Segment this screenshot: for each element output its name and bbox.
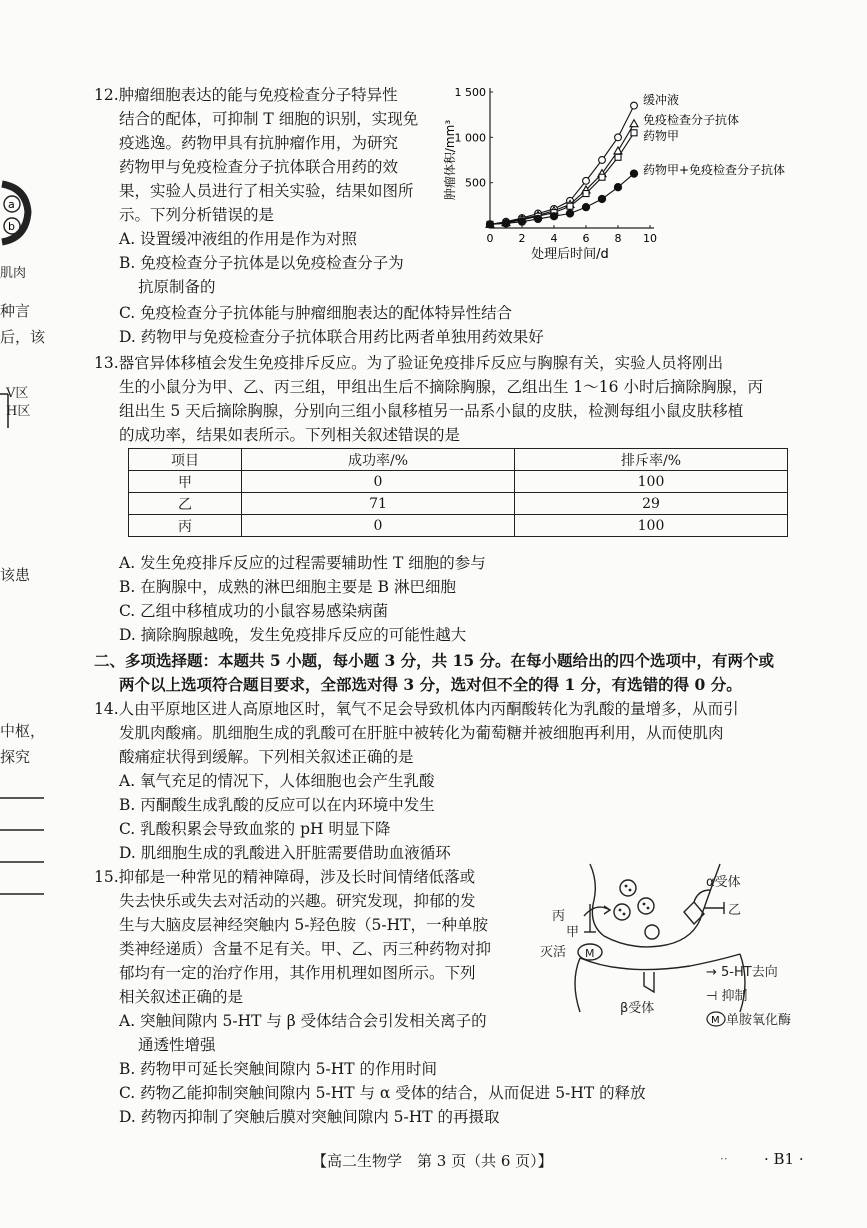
chart-legend-label-0: 缓冲液	[643, 93, 680, 107]
q14-line-1: 14.人由平原地区进人高原地区时，氧气不足会导致机体内丙酮酸转化为乳酸的量增多，从而引	[94, 700, 739, 718]
q15-option-b: B. 药物甲可延长突触间隙内 5-HT 的作用时间	[119, 1060, 438, 1078]
chart-x-axis-label: 处理后时间/d	[531, 247, 609, 262]
label-miehuo: 灭活	[540, 945, 567, 960]
table-row	[129, 493, 788, 515]
chart-x-tick-label: 8	[614, 232, 622, 245]
table-cell: 0	[242, 515, 515, 537]
table-cell: 甲	[129, 471, 242, 493]
q12-line-4: 药物甲与免疫检查分子抗体联合用药的效	[119, 158, 399, 176]
chart-point-filled-circle	[486, 221, 493, 228]
table-cell: 29	[515, 493, 788, 515]
chart-legend-label-1: 免疫检查分子抗体	[643, 113, 740, 127]
beta-receptor-icon	[644, 972, 654, 992]
page-footer: 【高二生物学 第 3 页（共 6 页）】	[312, 1152, 553, 1170]
section-2-line-2: 两个以上选项符合题目要求，全部选对得 3 分，选对但不全的得 1 分，有选错的得 0 分。	[119, 675, 742, 694]
edge-frag-4: H区	[6, 404, 31, 419]
label-bing: 丙	[552, 909, 566, 924]
q12-option-c: C. 免疫检查分子抗体能与肿瘤细胞表达的配体特异性结合	[119, 304, 513, 322]
edge-frag-5: 该患	[0, 566, 31, 584]
circle-b-label: b	[8, 220, 15, 233]
q15-line-3: 生与大脑皮层神经突触内 5-羟色胺（5-HT，一种单胺	[119, 916, 488, 934]
footer-dots: ··	[720, 1152, 728, 1166]
table-row	[129, 515, 788, 537]
q14-line-2: 发肌肉酸痛。肌细胞生成的乳酸可在肝脏中被转化为葡萄糖并被细胞再利用，从而使肌肉	[119, 724, 724, 742]
edge-table-fragment	[0, 796, 44, 896]
q15-option-a: A. 突触间隙内 5-HT 与 β 受体结合会引发相关离子的	[119, 1012, 487, 1030]
q13-option-a: A. 发生免疫排斥反应的过程需要辅助性 T 细胞的参与	[119, 554, 486, 572]
chart-series-line-3	[490, 174, 634, 225]
table-header-cell: 成功率/%	[242, 449, 515, 471]
q12-option-b-cont: 抗原制备的	[138, 278, 216, 296]
chart-point-filled-circle	[582, 204, 589, 211]
q13-line-4: 的成功率，结果如表所示。下列相关叙述错误的是	[119, 426, 461, 444]
tumor-volume-chart	[440, 80, 840, 275]
label-beta-receptor: β受体	[620, 1001, 655, 1016]
q13-line-3: 组出生 5 天后摘除胸腺，分别向三组小鼠移植另一品系小鼠的皮肤，检测每组小鼠皮肤移植	[119, 402, 744, 420]
edge-frag-3: V区	[6, 386, 29, 401]
q15-option-d: D. 药物丙抑制了突触后膜对突触间隙内 5-HT 的再摄取	[119, 1108, 500, 1126]
chart-point-filled-circle	[518, 218, 525, 225]
reuptake-arrow	[584, 907, 610, 916]
q14-option-d: D. 肌细胞生成的乳酸进入肝脏需要借助血液循环	[119, 844, 451, 862]
q13-results-table	[128, 448, 788, 537]
legend-mao-m: M	[711, 1015, 720, 1026]
q15-option-a-cont: 通透性增强	[138, 1036, 216, 1054]
q13-option-b: B. 在胸腺中，成熟的淋巴细胞主要是 B 淋巴细胞	[119, 578, 456, 596]
chart-point-open-circle	[599, 157, 606, 164]
table-cell: 0	[242, 471, 515, 493]
table-cell: 100	[515, 471, 788, 493]
table-header-cell: 项目	[129, 449, 242, 471]
table-cell: 100	[515, 515, 788, 537]
q12-line-5: 果，实验人员进行了相关实验，结果如图所	[119, 182, 414, 200]
chart-legend-label-2: 药物甲	[643, 129, 680, 143]
q15-line-2: 失去快乐或失去对活动的兴趣。研究发现，抑郁的发	[119, 892, 476, 910]
q14-line-3: 酸痛症状得到缓解。下列相关叙述正确的是	[119, 748, 414, 766]
presynaptic-membrane	[590, 864, 720, 947]
chart-point-filled-circle	[550, 213, 557, 220]
chart-series-line-2	[490, 133, 634, 225]
chart-x-tick-label: 2	[518, 232, 526, 245]
chart-y-tick-label: 500	[465, 176, 486, 190]
q15-line-1: 15.抑郁是一种常见的精神障碍，涉及长时间情绪低落或	[94, 868, 476, 886]
chart-point-open-circle	[583, 177, 590, 184]
chart-point-filled-circle	[502, 220, 509, 227]
chart-x-tick-label: 6	[582, 232, 590, 245]
alpha-receptor-icon	[684, 902, 704, 924]
q12-option-a: A. 设置缓冲液组的作用是作为对照	[119, 230, 358, 248]
chart-point-open-triangle	[630, 120, 638, 127]
q12-option-d: D. 药物甲与免疫检查分子抗体联合用药比两者单独用药效果好	[119, 328, 544, 346]
chart-point-open-circle	[631, 102, 638, 109]
chart-point-filled-circle	[566, 210, 573, 217]
chart-point-filled-circle	[534, 215, 541, 222]
synapse-diagram	[540, 862, 830, 1042]
chart-point-open-square	[615, 154, 621, 160]
q13-line-2: 生的小鼠分为甲、乙、丙三组，甲组出生后不摘除胸腺，乙组出生 1～16 小时后摘除胸腺，丙	[119, 378, 763, 396]
q12-option-b: B. 免疫检查分子抗体是以免疫检查分子为	[119, 254, 404, 272]
circle-a-label: a	[8, 198, 15, 211]
edge-bracket	[0, 392, 12, 432]
chart-x-tick-label: 10	[643, 232, 657, 245]
table-cell: 乙	[129, 493, 242, 515]
q13-option-d: D. 摘除胸腺越晚，发生免疫排斥反应的可能性越大	[119, 626, 467, 644]
chart-point-filled-circle	[598, 195, 605, 202]
q12-line-6: 示。下列分析错误的是	[119, 206, 275, 224]
legend-mao: 单胺氧化酶	[726, 1013, 792, 1028]
q13-option-c: C. 乙组中移植成功的小鼠容易感染病菌	[119, 602, 389, 620]
q14-option-a: A. 氧气充足的情况下，人体细胞也会产生乳酸	[119, 772, 435, 790]
vesicle-icon	[620, 880, 636, 896]
vesicle-icon	[638, 898, 654, 914]
chart-x-tick-label: 0	[486, 232, 494, 245]
q15-line-5: 郁均有一定的治疗作用，其作用机理如图所示。下列	[119, 964, 476, 982]
vesicle-icon	[645, 925, 659, 939]
edge-frag-8: 肌肉	[0, 266, 27, 281]
q14-option-b: B. 丙酮酸生成乳酸的反应可以在内环境中发生	[119, 796, 435, 814]
q15-option-c: C. 药物乙能抑制突触间隙内 5-HT 与 α 受体的结合，从而促进 5-HT 的释放	[119, 1084, 646, 1102]
chart-point-filled-circle	[614, 184, 621, 191]
section-2-line-1: 二、多项选择题：本题共 5 小题，每小题 3 分，共 15 分。在每小题给出的四个选项中，有两个或	[94, 651, 775, 670]
chart-point-open-square	[583, 191, 589, 197]
left-edge-figure	[0, 178, 40, 248]
q15-line-4: 类神经递质）含量不足有关。甲、乙、丙三种药物对抑	[119, 940, 492, 958]
chart-point-open-square	[567, 203, 573, 209]
q13-line-1: 13.器官异体移植会发生免疫排斥反应。为了验证免疫排斥反应与胸腺有关，实验人员将刚出	[94, 354, 724, 372]
label-jia: 甲	[566, 925, 580, 940]
chart-point-open-square	[631, 130, 637, 136]
q14-option-c: C. 乳酸积累会导致血浆的 pH 明显下降	[119, 820, 391, 838]
q12-line-1: 12.肿瘤细胞表达的能与免疫检查分子特异性	[94, 86, 398, 104]
chart-y-tick-label: 1 000	[454, 131, 486, 145]
footer-code: · B1 ·	[764, 1150, 804, 1168]
table-cell: 71	[242, 493, 515, 515]
legend-inhibit: ⊣ 抑制	[706, 989, 748, 1004]
table-header-cell: 排斥率/%	[515, 449, 788, 471]
label-yi: 乙	[728, 903, 742, 918]
label-alpha-receptor: α受体	[706, 875, 741, 890]
edge-frag-6: 中枢，	[0, 722, 46, 740]
chart-point-open-square	[599, 174, 605, 180]
legend-5ht-direction: → 5-HT去向	[706, 965, 778, 980]
chart-y-axis-label: 肿瘤体积/mm³	[443, 119, 457, 201]
vesicle-icon	[614, 904, 630, 920]
q15-line-6: 相关叙述正确的是	[119, 988, 244, 1006]
edge-frag-1: 种言	[0, 302, 31, 320]
chart-legend-label-3: 药物甲+免疫检查分子抗体	[643, 163, 786, 177]
table-header-row	[129, 449, 788, 471]
table-cell: 丙	[129, 515, 242, 537]
chart-x-tick-label: 4	[550, 232, 558, 245]
edge-frag-7: 探究	[0, 748, 31, 766]
label-m: M	[585, 947, 595, 960]
q12-line-3: 疫逃逸。药物甲具有抗肿瘤作用，为研究	[119, 134, 399, 152]
chart-point-open-circle	[615, 134, 622, 141]
q12-line-2: 结合的配体，可抑制 T 细胞的识别，实现免	[119, 110, 419, 128]
table-row	[129, 471, 788, 493]
edge-frag-2: 后，该	[0, 328, 46, 346]
chart-y-tick-label: 1 500	[454, 86, 486, 99]
chart-point-filled-circle	[630, 170, 637, 177]
